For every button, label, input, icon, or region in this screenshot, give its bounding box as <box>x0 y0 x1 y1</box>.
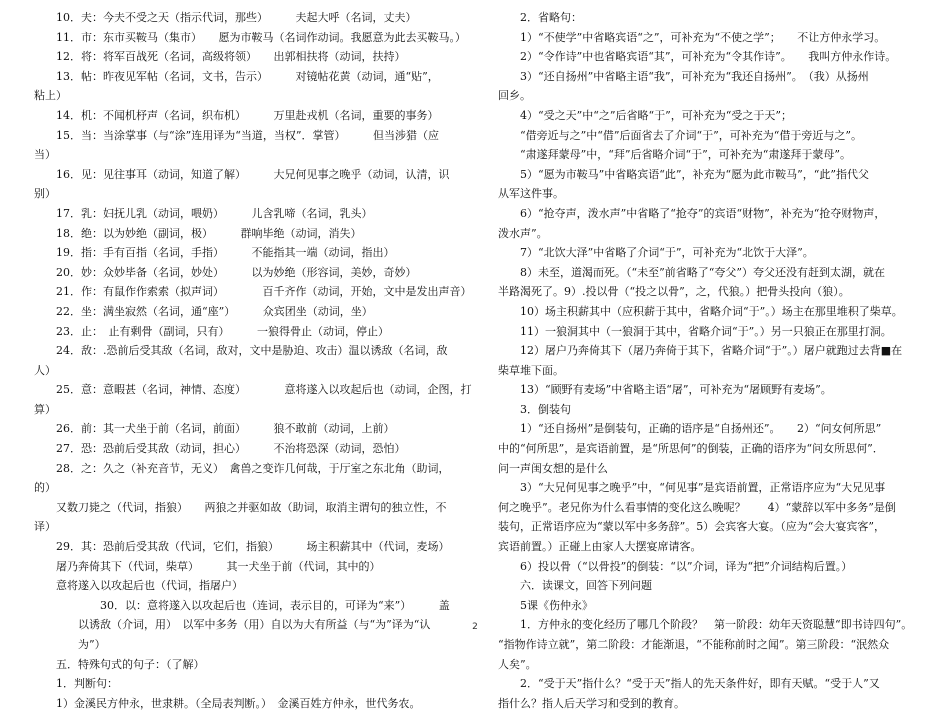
left-text-line: 25．意：意暇甚（名词，神情、态度） 意将遂入以攻起后也（动词，企图，打 <box>34 383 472 397</box>
left-text-line: 19．指：手有百指（名词，手指） 不能指其一端（动词，指出） <box>34 246 395 260</box>
right-text-line: 人矣”。 <box>498 657 537 671</box>
right-text-line: 回乡。 <box>498 89 531 103</box>
right-text-line: 13）“顾野有麦场”中省略主语“屠”，可补充为“屠顾野有麦场”。 <box>498 383 832 397</box>
right-text-line: 7）“北饮大泽”中省略了介词“于”，可补充为“北饮于大泽”。 <box>498 246 814 260</box>
left-text-line: 22．坐：满坐寂然（名词，通“座”） 众宾团坐（动词，坐） <box>34 304 373 318</box>
left-text-line: 18．绝：以为妙绝（副词，极） 群响毕绝（动词，消失） <box>34 226 362 240</box>
left-text-line: 1）金溪民方仲永，世隶耕。（全局表判断。） 金溪百姓方仲永，世代务农。 <box>34 696 421 710</box>
right-text-line: 问一声闺女想的是什么 <box>498 461 608 475</box>
left-text-line: 13．帖：昨夜见军帖（名词，文书，告示） 对镜帖花黄（动词，通“贴”， <box>34 69 439 83</box>
right-text-line: 从军这件事。 <box>498 187 564 201</box>
right-column <box>498 8 926 713</box>
right-text-line: 六．读课文，回答下列问题 <box>498 579 652 593</box>
right-text-line: 半路渴死了。9）.投以骨（“投之以骨”，之，代狼。）把骨头投向（狼）。 <box>498 285 850 299</box>
left-text-line: 21．作：有鼠作作索索（拟声词） 百千齐作（动词，开始，文中是发出声音） <box>34 285 472 299</box>
right-text-line: 2．省略句： <box>498 11 582 24</box>
left-text-line: 意将遂入以攻起后也（代词，指屠户） <box>34 579 243 593</box>
right-text-line: 1．方仲永的变化经历了哪几个阶段？ 第一阶段：幼年天资聪慧“即书诗四句”。 <box>498 618 913 632</box>
left-text-line: 别） <box>34 187 56 201</box>
left-text-line: 11．市：东市买鞍马（集市） 愿为市鞍马（名词作动词。我愿意为此去买鞍马。） <box>34 30 466 44</box>
left-text-line: 算） <box>34 402 56 416</box>
right-text-line: “借旁近与之”中“借”后面省去了介词“于”，可补充为“借于旁近与之”。 <box>498 128 862 142</box>
right-text-line: 指什么？指人后天学习和受到的教育。 <box>498 696 685 710</box>
left-text-line: 当） <box>34 148 56 162</box>
right-text-line: 柴草堆下面。 <box>498 363 564 377</box>
left-column <box>34 8 478 713</box>
right-text-line: 5）“愿为市鞍马”中省略宾语“此”，补充为“愿为此市鞍马”，“此”指代父 <box>498 167 869 181</box>
left-text-line: 29．其：恐前后受其敌（代词，它们，指狼） 场主积薪其中（代词，麦场） <box>34 540 450 554</box>
left-text-line: 26．前：其一犬坐于前（名词，前面） 狼不敢前（动词，上前） <box>34 422 395 436</box>
right-text-line: 宾语前置。）正碰上由家人大摆宴席请客。 <box>498 540 702 554</box>
left-text-line: 的） <box>34 481 56 495</box>
left-text-line: 30．以：意将遂入以攻起后也（连词，表示目的，可译为“来”） 盖 <box>34 598 450 612</box>
right-text-line: 泼水声”。 <box>498 226 548 240</box>
right-text-line: 12）屠户乃奔倚其下（屠乃奔倚于其下，省略介词“于”。）屠户就跑过去背■在 <box>498 344 903 358</box>
page-number: 2 <box>472 622 478 632</box>
right-text-line: “指物作诗立就”，第二阶段：才能渐退，“不能称前时之闻”。第三阶段：“泯然众 <box>498 638 890 651</box>
right-text-line: 10）场主积薪其中（应积薪于其中，省略介词“于”。）场主在那里堆积了柴草。 <box>498 304 903 318</box>
left-text-line: 27．恐：恐前后受其敌（动词，担心） 不治将恐深（动词，恐怕） <box>34 442 406 456</box>
left-text-line: 12．将：将军百战死（名词，高级将领） 出郭相扶将（动词，扶持） <box>34 50 406 64</box>
left-text-line: 14．机：不闻机杼声（名词，织布机） 万里赴戎机（名词，重要的事务） <box>34 108 439 122</box>
left-text-line: 10．夫：今夫不受之天（指示代词，那些） 夫起大呼（名词，丈夫） <box>34 11 417 24</box>
right-text-line: 4）“受之天”中“之”后省略“于”，可补充为“受之于天”； <box>498 108 792 122</box>
left-text-line: 28．之：久之（补充音节，无义） 禽兽之变诈几何哉，于厅室之东北角（助词， <box>34 461 450 475</box>
right-text-line: 中的“何所思”，是宾语前置，是“所思何”的倒装，正确的语序为“问女所思何”． <box>498 442 884 456</box>
right-text-line: 11）一狼洞其中（一狼洞于其中，省略介词“于”。）另一只狼正在那里打洞。 <box>498 324 892 338</box>
left-text-line: 16．见：见往事耳（动词，知道了解） 大兄何见事之晚乎（动词，认清，识 <box>34 167 450 181</box>
right-text-line: “肃遂拜蒙母”中，“拜”后省略介词“于”，可补充为“肃遂拜于蒙母”。 <box>498 148 851 162</box>
right-text-line: 6）“抢夺声，泼水声”中省略了“抢夺”的宾语“财物”，补充为“抢夺财物声， <box>498 206 886 220</box>
left-text-line: 译） <box>34 520 56 534</box>
left-text-line: 17．乳：妇抚儿乳（动词，喂奶） 儿含乳啼（名词，乳头） <box>34 206 373 220</box>
left-text-line: 1．判断句： <box>34 677 118 691</box>
right-text-line: 8）未至，道渴而死。（“未至”前省略了“夸父”）夸父还没有赶到太湖，就在 <box>498 265 885 279</box>
left-text-line: 为”） <box>34 638 106 651</box>
left-text-line: 15．当：当涂掌事（与“涂”连用译为“当道，当权”．掌管） 但当涉猎（应 <box>34 128 439 142</box>
right-text-line: 3．倒装句 <box>498 402 571 416</box>
left-text-line: 以诱敌（介词，用） 以军中多务（用）自以为大有所益（与“为”译为“认 <box>34 618 431 632</box>
right-text-line: 1）“不使学”中省略宾语“之”，可补充为“不使之学”； 不让方仲永学习。 <box>498 30 886 44</box>
left-text-line: 又数刀毙之（代词，指狼） 两狼之并驱如故（助词，取消主谓句的独立性，不 <box>34 500 447 514</box>
right-text-line: 3）“大兄何见事之晚乎”中，“何见事”是宾语前置，正常语序应为“大兄见事 <box>498 481 886 495</box>
right-text-line: 2）“令作诗”中也省略宾语“其”，可补充为“令其作诗”。 我叫方仲永作诗。 <box>498 50 897 64</box>
right-text-line: 6）投以骨（“以骨投”的倒装：“以”介词，译为“把”介词结构后置。） <box>498 559 853 573</box>
left-text-line: 五．特殊句式的句子：（了解） <box>34 657 205 671</box>
left-text-line: 24．敌：.恐前后受其敌（名词，敌对，文中是胁迫、攻击）温以诱敌（名词，敌 <box>34 344 448 358</box>
left-text-line: 20．妙：众妙毕备（名词，妙处） 以为妙绝（形容词，美妙，奇妙） <box>34 265 417 279</box>
right-text-line: 5课《伤仲永》 <box>498 598 593 612</box>
left-text-line: 23．止： 止有剩骨（副词，只有） 一狼得骨止（动词，停止） <box>34 324 389 338</box>
left-text-line: 粘上） <box>34 89 67 103</box>
left-text-line: 屠乃奔倚其下（代词，柴草） 其一犬坐于前（代词，其中的） <box>34 559 381 573</box>
right-text-line: 3）“还自扬州”中省略主语“我”，可补充为“我还自扬州”。 （我）从扬州 <box>498 69 869 83</box>
right-text-line: 装句，正常语序应为“蒙以军中多务辞”。5）会宾客大宴。（应为“会大宴宾客”， <box>498 520 885 534</box>
right-text-line: 1）“还自扬州”是倒装句，正确的语序是“自扬州还”。 2）“问女何所思” <box>498 422 882 436</box>
right-text-line: 2．“受于天”指什么？“受于天”指人的先天条件好，即有天赋。“受于人”又 <box>498 677 880 691</box>
right-text-line: 何之晚乎”。老兄你为什么看事情的变化这么晚呢？ 4）“蒙辞以军中多务”是倒 <box>498 500 896 514</box>
left-text-line: 人） <box>34 363 56 377</box>
